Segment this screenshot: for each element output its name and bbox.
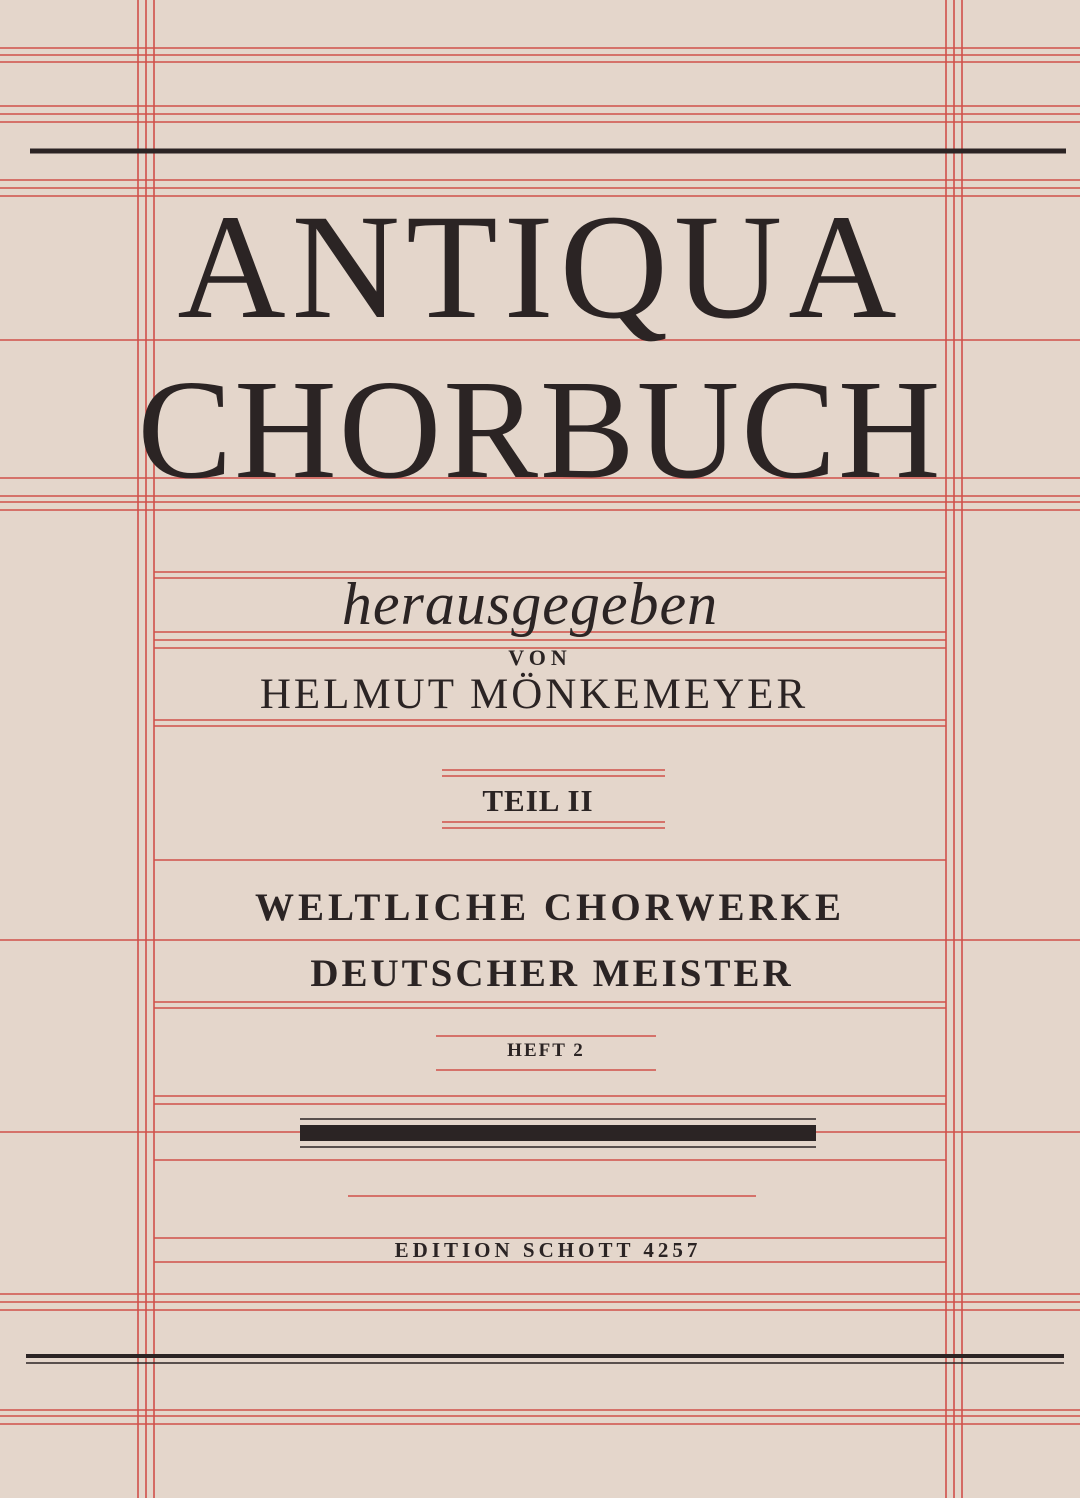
subtitle-line-1: WELTLICHE CHORWERKE [254,886,846,929]
subtitle-line-2: DEUTSCHER MEISTER [310,952,794,995]
publisher-label: EDITION SCHOTT 4257 [394,1238,702,1262]
edited-by-label: herausgegeben [341,571,719,637]
title-line-antiqua: ANTIQUA [177,184,903,350]
editor-name: HELMUT MÖNKEMEYER [259,671,809,718]
issue-label: HEFT 2 [507,1040,585,1061]
title-line-chorbuch: CHORBUCH [137,350,943,508]
part-label: TEIL II [482,783,594,818]
von-label: VON [508,645,572,670]
